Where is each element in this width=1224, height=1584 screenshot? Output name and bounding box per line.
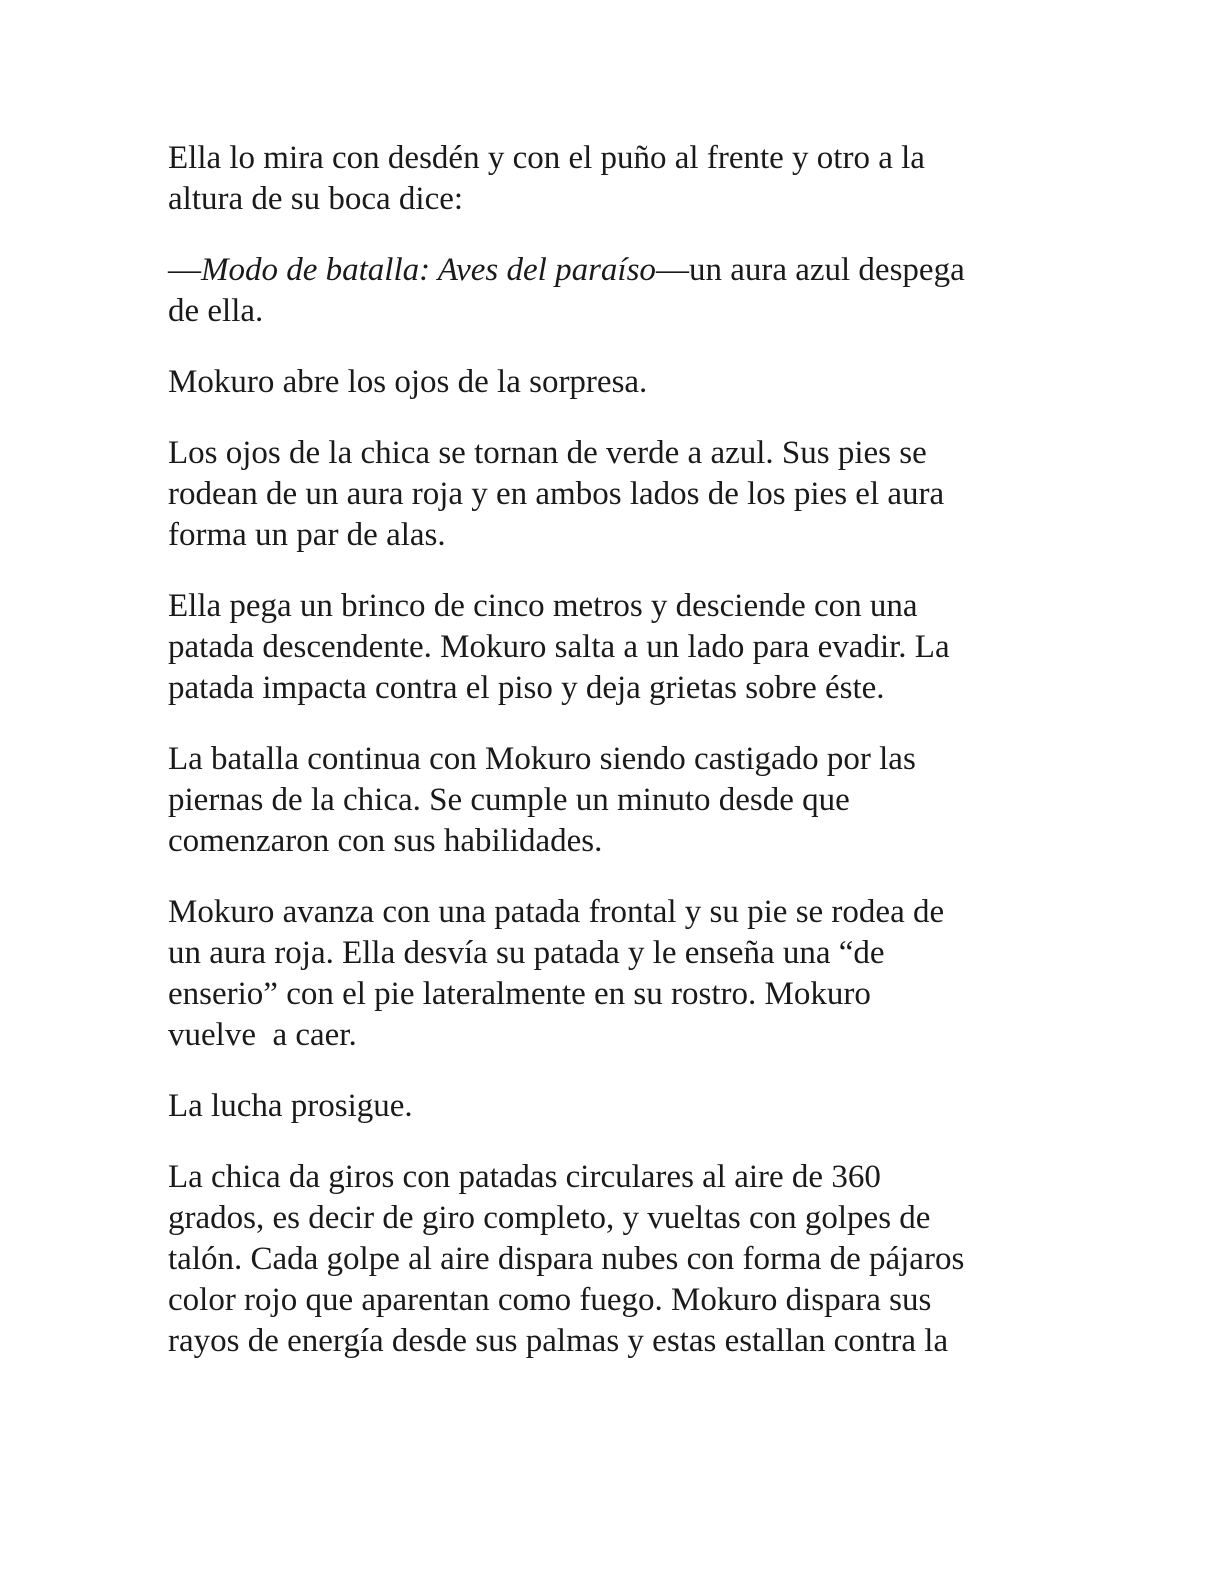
text-line: piernas de la chica. Se cumple un minuto desde que bbox=[168, 782, 850, 818]
paragraph-4 bbox=[168, 433, 1048, 556]
text-line: de ella. bbox=[168, 293, 264, 329]
text-line: patada impacta contra el piso y deja grietas sobre éste. bbox=[168, 670, 885, 706]
text-line: patada descendente. Mokuro salta a un lado para evadir. La bbox=[168, 629, 950, 665]
dialogue-line bbox=[168, 250, 1048, 291]
text-line: Los ojos de la chica se tornan de verde a azul. Sus pies se bbox=[168, 435, 927, 471]
text-line: rayos de energía desde sus palmas y estas estallan contra la bbox=[168, 1323, 949, 1359]
paragraph-7 bbox=[168, 892, 1048, 1056]
paragraph-1 bbox=[168, 138, 1048, 220]
text-line: grados, es decir de giro completo, y vueltas con golpes de bbox=[168, 1200, 931, 1236]
text-line: rodean de un aura roja y en ambos lados de los pies el aura bbox=[168, 476, 945, 512]
text-line: talón. Cada golpe al aire dispara nubes con forma de pájaros bbox=[168, 1241, 965, 1277]
text-line: Ella lo mira con desdén y con el puño al frente y otro a la bbox=[168, 140, 925, 176]
text-line: vuelve a caer. bbox=[168, 1017, 357, 1053]
dialogue-dash: — bbox=[168, 252, 201, 288]
document-page bbox=[168, 138, 1048, 1392]
paragraph-5 bbox=[168, 586, 1048, 709]
text-line: Mokuro avanza con una patada frontal y su pie se rodea de bbox=[168, 894, 945, 930]
paragraph-2-dialogue bbox=[168, 250, 1048, 332]
text-line: comenzaron con sus habilidades. bbox=[168, 823, 603, 859]
paragraph-8 bbox=[168, 1086, 1048, 1127]
paragraph-9 bbox=[168, 1157, 1048, 1362]
text-line: altura de su boca dice: bbox=[168, 181, 464, 217]
paragraph-6 bbox=[168, 739, 1048, 862]
text-line: La chica da giros con patadas circulares al aire de 360 bbox=[168, 1159, 881, 1195]
paragraph-3 bbox=[168, 362, 1048, 403]
text-line: enserio” con el pie lateralmente en su rostro. Mokuro bbox=[168, 976, 871, 1012]
battle-mode-name: Modo de batalla: Aves del paraíso bbox=[201, 252, 656, 288]
text-line: La batalla continua con Mokuro siendo castigado por las bbox=[168, 741, 916, 777]
text-line: La lucha prosigue. bbox=[168, 1088, 413, 1124]
text-line: Mokuro abre los ojos de la sorpresa. bbox=[168, 364, 648, 400]
text-line: un aura roja. Ella desvía su patada y le enseña una “de bbox=[168, 935, 885, 971]
text-line: Ella pega un brinco de cinco metros y desciende con una bbox=[168, 588, 918, 624]
text-line: color rojo que aparentan como fuego. Mokuro dispara sus bbox=[168, 1282, 932, 1318]
text-line: forma un par de alas. bbox=[168, 517, 446, 553]
dialogue-rest: —un aura azul despega bbox=[655, 252, 965, 288]
